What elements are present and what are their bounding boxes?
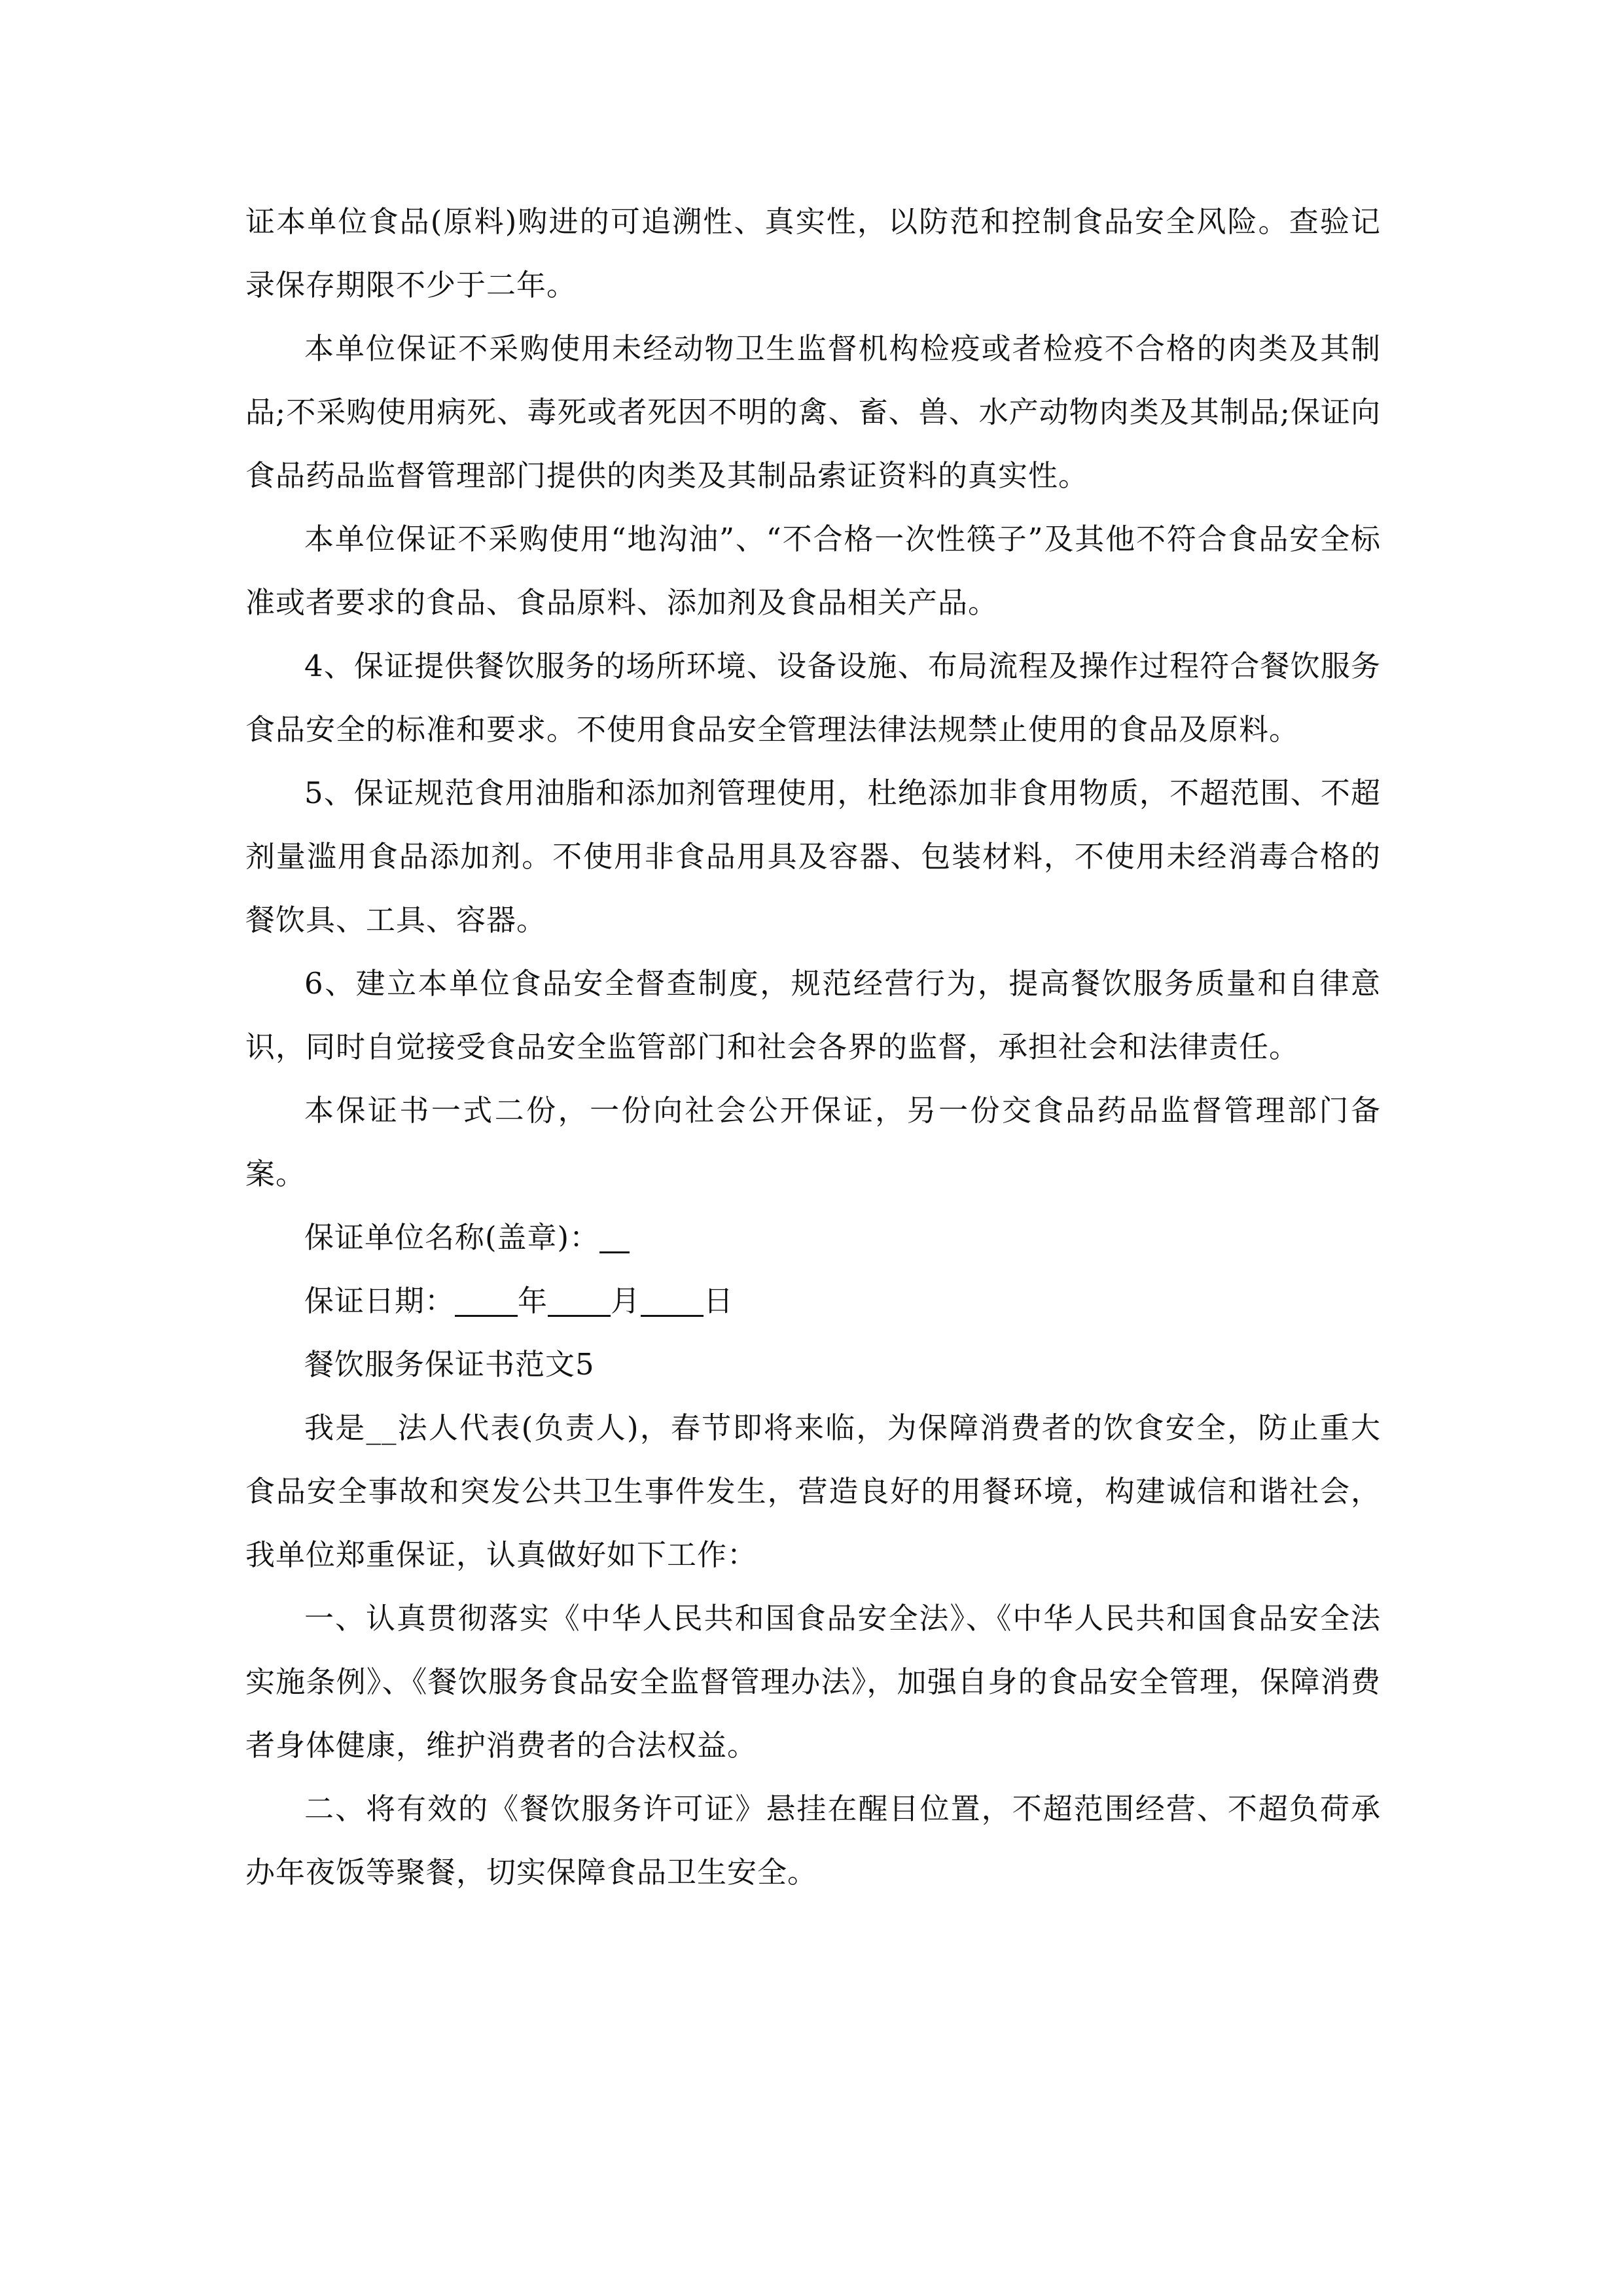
paragraph-item-5: 5、保证规范食用油脂和添加剂管理使用，杜绝添加非食用物质，不超范围、不超剂量滥用食品添加剂。不使用非食品用具及容器、包装材料，不使用未经消毒合格的餐饮具、工具、容器。 xyxy=(245,776,1381,937)
paragraph-item-two: 二、将有效的《餐饮服务许可证》悬挂在醒目位置，不超范围经营、不超负荷承办年夜饭等聚餐，切实保障食品卫生安全。 xyxy=(245,1791,1381,1890)
paragraph-meat-products: 本单位保证不采购使用未经动物卫生监督机构检疫或者检疫不合格的肉类及其制品;不采购使用病死、毒死或者死因不明的禽、畜、兽、水产动物肉类及其制品;保证向食品药品监督管理部门提供的肉类及其制品索证资料的真实性。 xyxy=(245,331,1381,493)
signature-date-label: 保证日期： xyxy=(304,1283,455,1318)
date-year-label: 年 xyxy=(518,1283,548,1318)
paragraph-item-6: 6、建立本单位食品安全督查制度，规范经营行为，提高餐饮服务质量和自律意识，同时自觉接受食品安全监管部门和社会各界的监督，承担社会和法律责任。 xyxy=(245,966,1381,1064)
date-month-blank xyxy=(548,1285,611,1317)
paragraph-gutter-oil: 本单位保证不采购使用“地沟油”、“不合格一次性筷子”及其他不符合食品安全标准或者要求的食品、食品原料、添加剂及食品相关产品。 xyxy=(245,522,1381,620)
section-title: 餐饮服务保证书范文5 xyxy=(304,1347,595,1382)
signature-unit-label: 保证单位名称(盖章)： xyxy=(304,1220,600,1255)
signature-date-line xyxy=(245,1269,1381,1333)
paragraph-verification-record: 证本单位食品(原料)购进的可追溯性、真实性，以防范和控制食品安全风险。查验记录保存期限不少于二年。 xyxy=(245,204,1381,302)
document-body xyxy=(245,190,1381,1904)
paragraph-copies: 本保证书一式二份，一份向社会公开保证，另一份交食品药品监督管理部门备案。 xyxy=(245,1093,1381,1191)
signature-unit-line xyxy=(245,1206,1381,1269)
signature-unit-blank xyxy=(599,1222,630,1253)
date-year-blank xyxy=(455,1285,518,1317)
paragraph-item-4: 4、保证提供餐饮服务的场所环境、设备设施、布局流程及操作过程符合餐饮服务食品安全的标准和要求。不使用食品安全管理法律法规禁止使用的食品及原料。 xyxy=(245,649,1381,747)
date-day-label: 日 xyxy=(704,1283,734,1318)
date-month-label: 月 xyxy=(611,1283,641,1318)
date-day-blank xyxy=(641,1285,704,1317)
paragraph-intro: 我是__法人代表(负责人)，春节即将来临，为保障消费者的饮食安全，防止重大食品安全事故和突发公共卫生事件发生，营造良好的用餐环境，构建诚信和谐社会，我单位郑重保证，认真做好如下工作： xyxy=(245,1410,1381,1572)
paragraph-item-one: 一、认真贯彻落实《中华人民共和国食品安全法》、《中华人民共和国食品安全法实施条例》、《餐饮服务食品安全监督管理办法》，加强自身的食品安全管理，保障消费者身体健康，维护消费者的合法权益。 xyxy=(245,1601,1381,1763)
